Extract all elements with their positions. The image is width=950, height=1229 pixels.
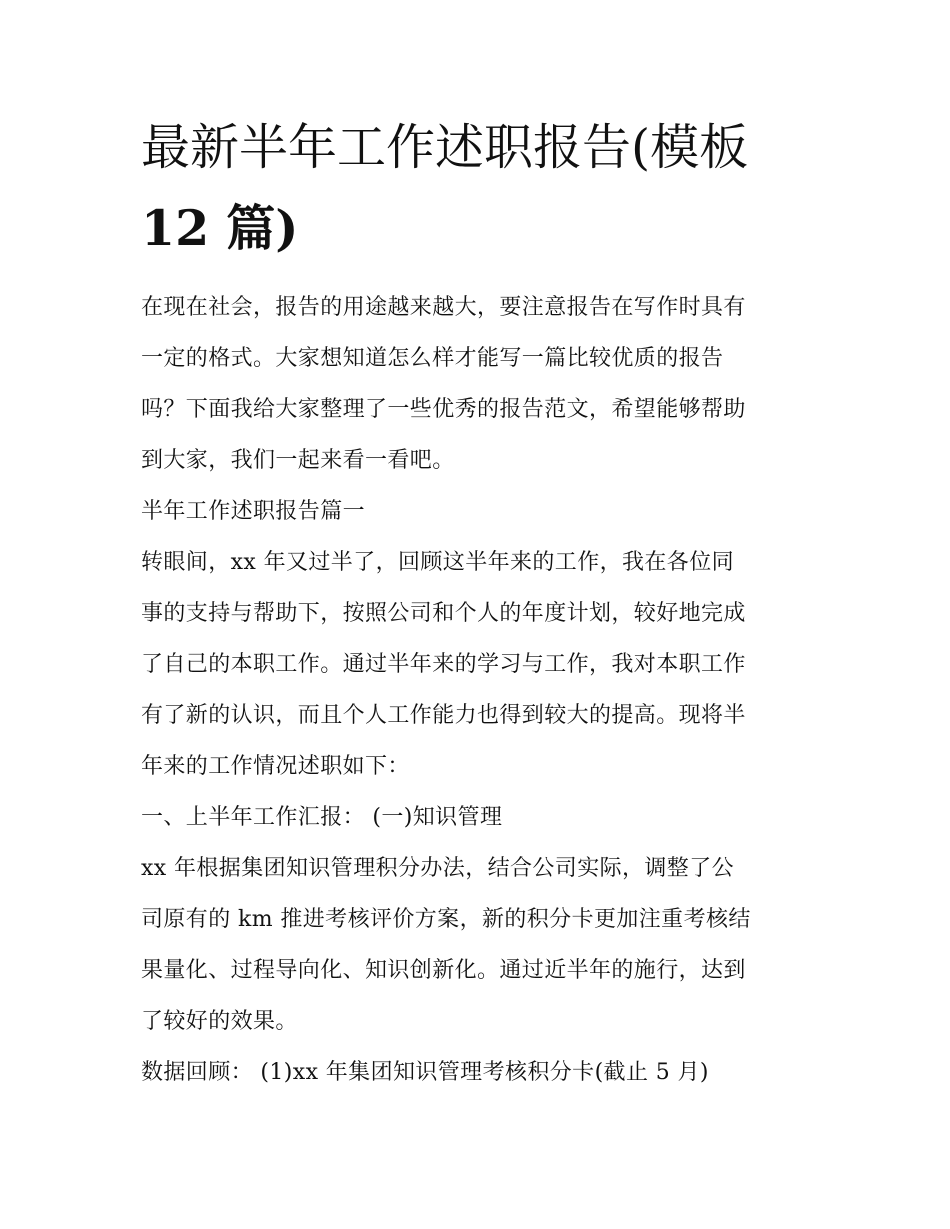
km-line: xx 年根据集团知识管理积分办法，结合公司实际，调整了公	[141, 856, 735, 881]
subheading: 一、上半年工作汇报： (一)知识管理	[141, 805, 503, 830]
data-review-line: 数据回顾： (1)xx 年集团知识管理考核积分卡(截止 5 月)	[141, 1060, 709, 1085]
document-title	[141, 108, 816, 268]
body-line: 年来的工作情况述职如下：	[141, 754, 410, 779]
body-line: 转眼间，xx 年又过半了，回顾这半年来的工作，我在各位同	[141, 550, 735, 575]
body-line: 有了新的认识，而且个人工作能力也得到较大的提高。现将半	[141, 703, 746, 728]
body-line: 事的支持与帮助下，按照公司和个人的年度计划，较好地完成	[141, 601, 746, 626]
km-line: 果量化、过程导向化、知识创新化。通过近半年的施行，达到	[141, 958, 746, 983]
title-line-2: 12 篇)	[141, 199, 299, 257]
title-line-1: 最新半年工作述职报告(模板	[141, 119, 749, 176]
intro-line: 到大家，我们一起来看一看吧。	[141, 448, 455, 473]
intro-line: 吗？下面我给大家整理了一些优秀的报告范文，希望能够帮助	[141, 397, 746, 422]
intro-line: 在现在社会，报告的用途越来越大，要注意报告在写作时具有	[141, 295, 746, 320]
document-content	[141, 108, 816, 1098]
km-line: 司原有的 km 推进考核评价方案，新的积分卡更加注重考核结	[141, 907, 751, 932]
intro-line: 一定的格式。大家想知道怎么样才能写一篇比较优质的报告	[141, 346, 724, 371]
km-line: 了较好的效果。	[141, 1009, 298, 1034]
km-paragraph	[141, 843, 816, 1047]
body-paragraph	[141, 537, 816, 792]
section-heading: 半年工作述职报告篇一	[141, 499, 366, 524]
intro-paragraph	[141, 282, 816, 486]
body-line: 了自己的本职工作。通过半年来的学习与工作，我对本职工作	[141, 652, 746, 677]
